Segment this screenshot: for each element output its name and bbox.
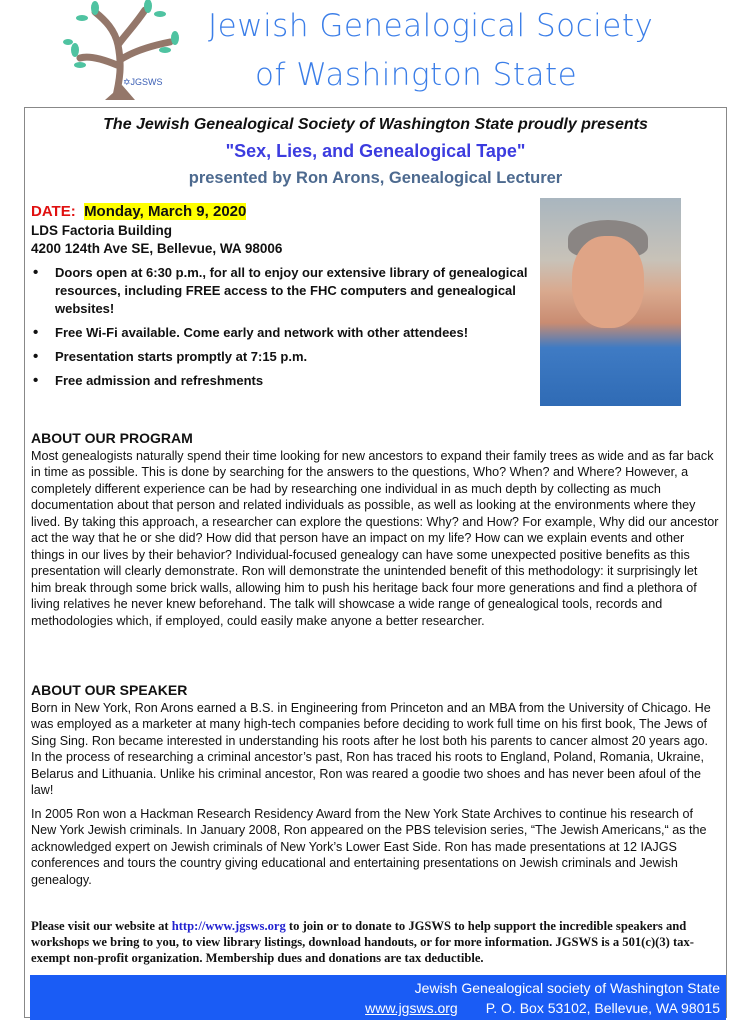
- org-name-line2: of Washington State: [255, 57, 578, 93]
- event-bullets: [31, 264, 531, 390]
- list-item: • Free admission and refreshments: [31, 372, 531, 390]
- website-link[interactable]: http://www.jgsws.org: [171, 919, 286, 933]
- address: 4200 124th Ave SE, Bellevue, WA 98006: [31, 241, 283, 256]
- logo-text: ✡JGSWS: [123, 77, 163, 87]
- event-details: [31, 203, 531, 396]
- list-item: • Presentation starts promptly at 7:15 p.m.: [31, 348, 531, 366]
- tree-logo-icon: [60, 0, 190, 100]
- footer: [30, 975, 726, 1020]
- visit-notice: [31, 918, 721, 966]
- program-text: Most genealogists naturally spend their time looking for new ancestors to expand their family trees as wide and as far back in time as possible. This is done by searching for the answers to the questions, Who? When? and Where? However, a completely different experience can be had by researching one individual in as much depth by collecting as much documentation about that person and related individuals as possible, as well as looking at the environments where they lived. By taking this approach, a researcher can explore the questions: Why? and How? For example, Why did our ancestor act the way that he or she did? How did that person have an impact on my life? How can we explain events and other things in our lives by their behavior? Individual-focused genealogy can have some unexpected positive benefits as this presentation will clearly demonstrate. Ron will demonstrate the unintended benefit of this methodology: it surprisingly let him break through some brick walls, allowing him to push his heritage back four more generations and find a plethora of living relatives he never knew beforehand. The talk will showcase a wide range of genealogical tools, records and methodologies which, if employed, could easily make anyone a better researcher.: [31, 448, 719, 628]
- presenter-line: presented by Ron Arons, Genealogical Lecturer: [188, 169, 563, 187]
- presents-line: The Jewish Genealogical Society of Washington State proudly presents: [103, 116, 648, 133]
- visit-text: Please visit our website at: [31, 919, 172, 933]
- speaker-heading: ABOUT OUR SPEAKER: [31, 682, 188, 698]
- speaker-section: [31, 682, 721, 895]
- talk-title: "Sex, Lies, and Genealogical Tape": [225, 141, 526, 161]
- speaker-bio: Born in New York, Ron Arons earned a B.S. in Engineering from Princeton and an MBA from the University of Chicago. He was employed as a marketer at many high-tech companies before deciding to work full time on his first book, The Jews of Sing Sing. Ron became interested in understanding his roots after he lost both his parents to cancer almost 20 years ago. In the process of researching a criminal ancestor’s past, Ron has traced his roots to England, Poland, Romania, Ukraine, Belarus and Lithuania. Unlike his criminal ancestor, Ron was reared a goodie two shoes and has never been afoul of the law!: [31, 700, 711, 797]
- program-heading: ABOUT OUR PROGRAM: [31, 430, 193, 446]
- list-item: • Doors open at 6:30 p.m., for all to enjoy our extensive library of genealogical resources, including FREE access to the FHC computers and genealogical websites!: [31, 264, 531, 318]
- venue: LDS Factoria Building: [31, 223, 173, 238]
- header: [0, 0, 740, 105]
- speaker-achievements: In 2005 Ron won a Hackman Research Residency Award from the New York State Archives to continue his research of New York Jewish criminals. In January 2008, Ron appeared on the PBS television series, “The Jewish Americans,“ as the acknowledged expert on Jewish criminals of New York’s Lower East Side. Ron has made presentations at 12 IAJGS conferences and tours the country giving educational and entertaining presentations on Jewish criminals and Jewish genealogy.: [31, 806, 707, 887]
- flyer-box: [24, 107, 727, 1018]
- footer-org: Jewish Genealogical society of Washington State: [414, 980, 720, 996]
- event-date: Monday, March 9, 2020: [84, 203, 247, 220]
- visit-text-rest: to join or to donate to JGSWS to help support the incredible speakers and workshops we bring to you, to view library listings, download handouts, or for more information. JGSWS is a 501(c)(3) tax-exempt non-profit organization. Membership dues and donations are tax deductible.: [31, 919, 694, 965]
- program-section: [31, 430, 721, 636]
- footer-website-link[interactable]: www.jgsws.org: [365, 1000, 458, 1016]
- speaker-photo: [540, 198, 681, 406]
- date-label: DATE:: [31, 203, 76, 220]
- date-line: [31, 203, 531, 220]
- footer-address: P. O. Box 53102, Bellevue, WA 98015: [485, 1000, 720, 1016]
- list-item: • Free Wi-Fi available. Come early and network with other attendees!: [31, 324, 531, 342]
- org-name-line1: Jewish Genealogical Society: [208, 8, 654, 44]
